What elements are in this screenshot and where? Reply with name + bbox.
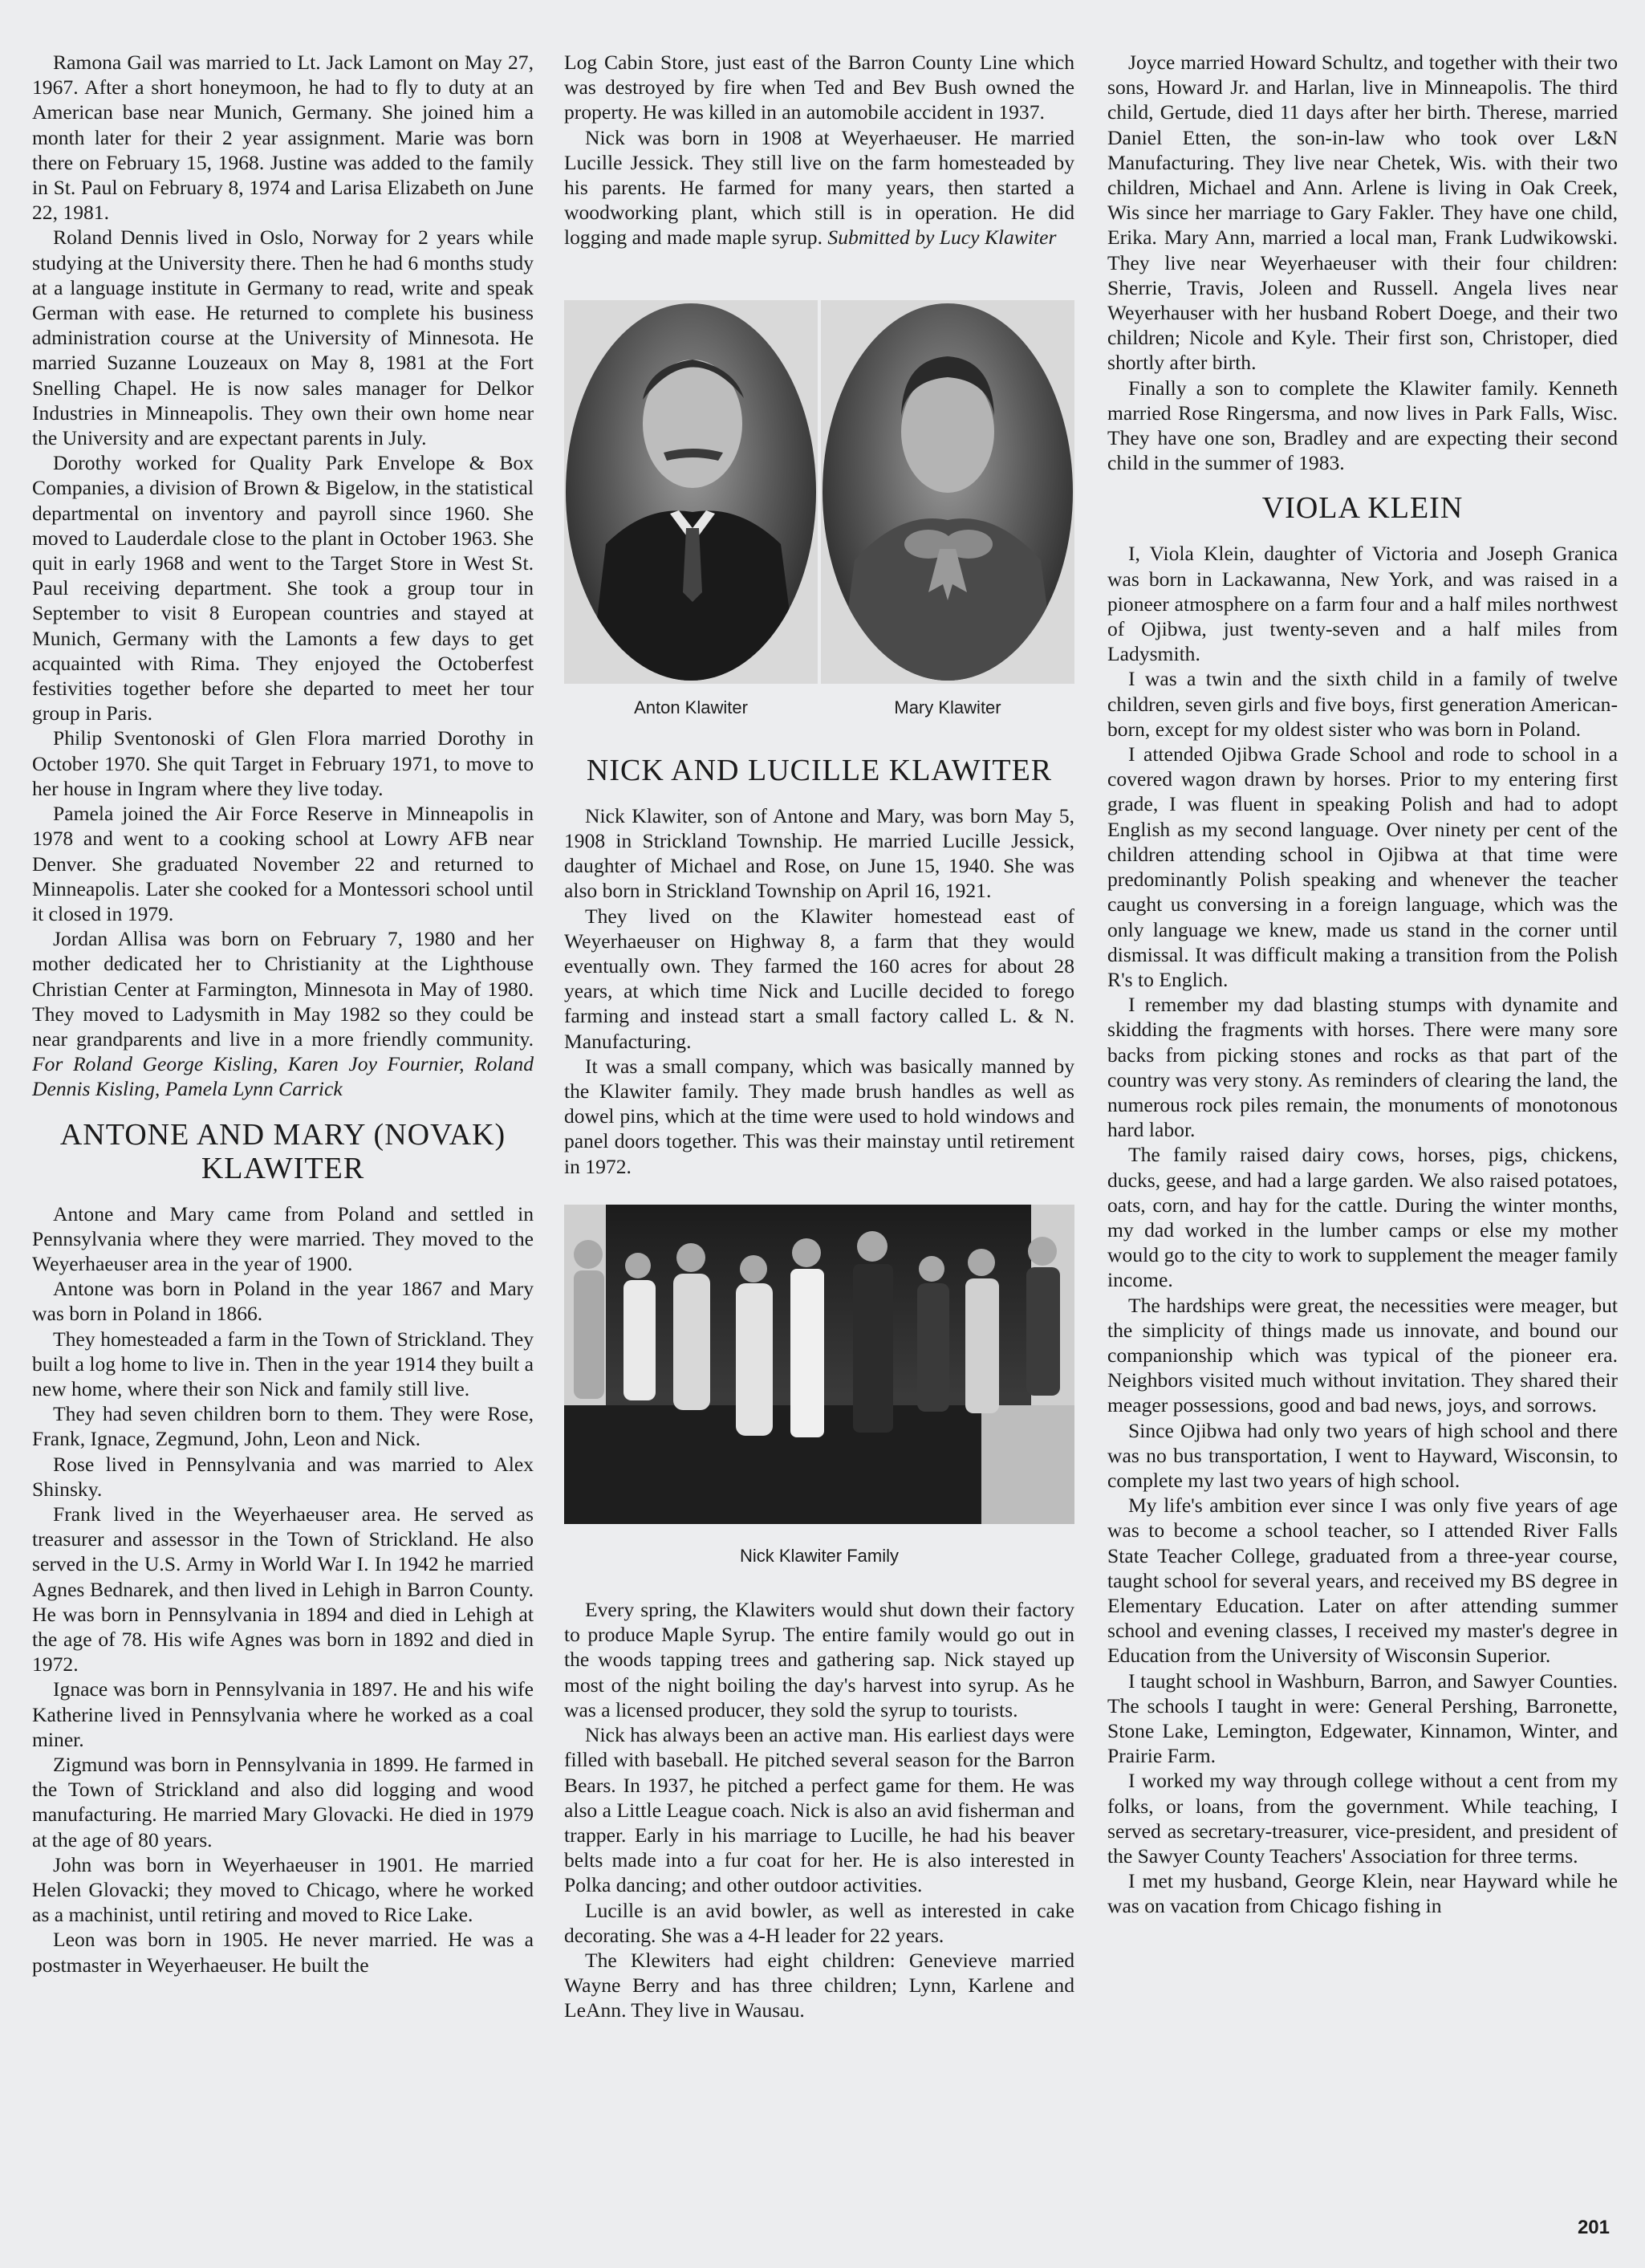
paragraph: It was a small company, which was basically manned by the Klawiter family. They made brush handles as well as dowel pins, which at the time were used to hold windows and panel doors together. This was their mainstay until retirement in 1972. [564, 1054, 1074, 1178]
paragraph: Every spring, the Klawiters would shut down their factory to produce Maple Syrup. The entire family would go out in the woods tapping trees and gathering sap. Nick stayed up most of the night boiling the day's harvest into syrup. As he was a licensed producer, they sold the syrup to tourists. [564, 1598, 1074, 1721]
family-photo [564, 1205, 1074, 1524]
submitted-by: Submitted by Lucy Klawiter [827, 226, 1057, 250]
paragraph: Ignace was born in Pennsylvania in 1897. He and his wife Katherine lived in Pennsylvania where he worked as a coal miner. [32, 1677, 534, 1751]
section-heading: NICK AND LUCILLE KLAWITER [586, 753, 1053, 787]
paragraph: Roland Dennis lived in Oslo, Norway for 2 years while studying at the University there. Then he had 6 months study at a language institute in Germany to read, write and speak German with ease. He returned to complete his business administration course at the University of Minnesota. He married Suzanne Louzeaux on May 8, 1981 at the Fort Snelling Chapel. He is now sales manager for Delkor Industries in Minneapolis. They own their own home near the University and are expectant parents in July. [32, 226, 534, 450]
column-1 [32, 50, 534, 1977]
paragraph: John was born in Weyerhaeuser in 1901. He married Helen Glovacki; they moved to Chicago, where he worked as a machinist, until retiring and moved to Rice Lake. [32, 1852, 534, 1927]
man-portrait-icon [566, 303, 816, 681]
paragraph: Antone was born in Poland in the year 1867 and Mary was born in Poland in 1866. [32, 1277, 534, 1326]
caption-mary: Mary Klawiter [894, 697, 1001, 717]
paragraph: I taught school in Washburn, Barron, and Sawyer Counties. The schools I taught in were: General Pershing, Barronette, Stone Lake, Lemington, Edgewater, Kinnamon, Winter, and Prairie Farm. [1107, 1668, 1618, 1768]
paragraph: Pamela joined the Air Force Reserve in Minneapolis in 1978 and went to a cooking school at Lowry AFB near Denver. She graduated November 22 and returned to Minneapolis. Later she cooked for a Montessori school until it closed in 1979. [32, 802, 534, 925]
page-number: 201 [1577, 2217, 1610, 2238]
family-photo-caption: Nick Klawiter Family [739, 1545, 900, 1566]
paragraph: Nick has always been an active man. His earliest days were filled with baseball. He pitched several season for the Barron Bears. In 1937, he pitched a perfect game for them. He was also a Little League coach. Nick is also an avid fisherman and trapper. Early in his marriage to Lucille, he had his beaver belts made into a fur coat for her. He is also interested in Polka dancing; and other outdoor activities. [564, 1723, 1074, 1897]
paragraph: Zigmund was born in Pennsylvania in 1899. He farmed in the Town of Strickland and also did logging and wood manufacturing. He married Mary Glovacki. He died in 1979 at the age of 80 years. [32, 1753, 534, 1851]
mary-portrait-photo [821, 300, 1074, 684]
paragraph: Finally a son to complete the Klawiter family. Kenneth married Rose Ringersma, and now lives in Park Falls, Wisc. They have one son, Bradley and are expecting their second child in the summer of 1983. [1107, 376, 1618, 475]
paragraph: I remember my dad blasting stumps with dynamite and skidding the fragments with horses. There were many sore backs from picking stones and rocks as that part of the country was very stony. As reminders of clearing the land, the numerous rock piles remain, the monuments of monotonous hard labor. [1107, 993, 1618, 1142]
paragraph: I, Viola Klein, daughter of Victoria and Joseph Granica was born in Lackawanna, New York, and was raised in a pioneer atmosphere on a farm four and a half miles northwest of Ojibwa, just twenty-seven and a half miles from Ladysmith. [1107, 542, 1618, 666]
paragraph-text: Jordan Allisa was born on February 7, 1980 and her mother dedicated her to Christianity at the Lighthouse Christian Center at Farmington, Minnesota in May of 1980. They moved to Ladysmith in May 1982 so they could be near grandparents and live in a more friendly community. [32, 927, 534, 1051]
woman-portrait-icon [822, 303, 1073, 681]
paragraph [564, 125, 1074, 250]
paragraph: Ramona Gail was married to Lt. Jack Lamont on May 27, 1967. After a short honeymoon, he had to fly to duty at an American base near Munich, Germany. She joined him a month later for their 2 year assignment. Marie was born there on February 15, 1968. Justine was added to the family in St. Paul on February 8, 1974 and Larisa Elizabeth on June 22, 1981. [32, 51, 534, 225]
paragraph: Nick Klawiter, son of Antone and Mary, was born May 5, 1908 in Strickland Township. He married Lucille Jessick, daughter of Michael and Rose, on June 15, 1940. She was also born in Strickland Township on April 16, 1921. [564, 803, 1074, 903]
paragraph: I was a twin and the sixth child in a family of twelve children, seven girls and five boys, first generation American-born, except for my oldest sister who was born in Poland. [1107, 667, 1618, 741]
paragraph: Since Ojibwa had only two years of high school and there was no bus transportation, I went to Hayward, Wisconsin, to complete my last two years of high school. [1107, 1418, 1618, 1492]
family-group-icon [564, 1205, 1074, 1524]
paragraph: My life's ambition ever since I was only five years of age was to become a school teacher, so I attended River Falls State Teacher College, graduated from a three-year course, taught school for several years, and received my BS degree in Elementary Education. Later on after attending summer school and evening classes, I received my master's degree in Education from the University of Wisconsin Superior. [1107, 1494, 1618, 1668]
paragraph: Dorothy worked for Quality Park Envelope & Box Companies, a division of Brown & Bigelow, in the statistical departmental on inventory and payroll since 1960. She moved to Lauderdale close to the plant in October 1963. She quit in early 1968 and went to the Target Store in West St. Paul receiving department. She took a group tour in September to visit 8 European countries and stayed at Munich, Germany with the Lamonts a few days to get acquainted with Rima. They enjoyed the Octoberfest festivities together before she departed to meet her tour group in Paris. [32, 451, 534, 726]
paragraph: The hardships were great, the necessities were meager, but the simplicity of things made us innovate, and bound our companionship which was typical of the pioneer era. Neighbors visited much without invitation. They shared their meager possessions, good and bad news, joys, and sorrows. [1107, 1293, 1618, 1417]
anton-portrait-photo [564, 300, 818, 684]
paragraph: Antone and Mary came from Poland and settled in Pennsylvania where they were married. They moved to the Weyerhaeuser area in the year of 1900. [32, 1201, 534, 1275]
paragraph-text: Nick was born in 1908 at Weyerhaeuser. He married Lucille Jessick. They still live on the farm homesteaded by his parents. He farmed for many years, then started a woodworking plant, which still is in operation. He did logging and made maple syrup. [564, 125, 1074, 250]
paragraph [32, 926, 534, 1101]
column-2 [564, 50, 1074, 2023]
column-3 [1107, 50, 1618, 1919]
paragraph: They lived on the Klawiter homestead east of Weyerhaeuser on Highway 8, a farm that they would eventually own. They farmed the 160 acres for about 28 years, at which time Nick and Lucille decided to forego farming and instead start a small factory called L. & N. Manufacturing. [564, 904, 1074, 1053]
paragraph: Philip Sventonoski of Glen Flora married Dorothy in October 1970. She quit Target in February 1971, to move to her house in Ingram where they live today. [32, 726, 534, 800]
paragraph: Lucille is an avid bowler, as well as interested in cake decorating. She was a 4-H leader for 22 years. [564, 1898, 1074, 1947]
paragraph: Log Cabin Store, just east of the Barron County Line which was destroyed by fire when Ted and Bev Bush owned the property. He was killed in an automobile accident in 1937. [564, 51, 1074, 124]
submitted-by: For Roland George Kisling, Karen Joy Fournier, Roland Dennis Kisling, Pamela Lynn Carrick [32, 1052, 534, 1101]
portrait-captions [564, 695, 1074, 720]
paragraph: They homesteaded a farm in the Town of Strickland. They built a log home to live in. Then in the year 1914 they built a new home, where their son Nick and family still live. [32, 1327, 534, 1400]
paragraph: The Klewiters had eight children: Genevieve married Wayne Berry and has three children; Lynn, Karlene and LeAnn. They live in Wausau. [564, 1948, 1074, 2022]
paragraph: I worked my way through college without a cent from my folks, or loans, from the government. While teaching, I served as secretary-treasurer, vice-president, and president of the Sawyer County Teachers' Association for three terms. [1107, 1769, 1618, 1868]
paragraph: I attended Ojibwa Grade School and rode to school in a covered wagon drawn by horses. Prior to my entering first grade, I was fluent in speaking Polish and had to adopt English as my second language. Over ninety per cent of the children attending school in Ojibwa at that time were predominantly Polish speaking and whenever the teacher caught us conversing in a foreign language, which was the only language we knew, made us stand in the corner until dismissal. It was difficult making a transition from the Polish R's to Englich. [1107, 742, 1618, 991]
paragraph: Joyce married Howard Schultz, and together with their two sons, Howard Jr. and Harlan, live in Minneapolis. The third child, Gertude, died 11 days after her birth. Therese, married Daniel Etten, the son-in-law who took over L&N Manufacturing. They live near Chetek, Wis. with their two children, Michael and Ann. Arlene is living in Oak Creek, Wis since her marriage to Gary Fakler. They have one child, Erika. Mary Ann, married a local man, Frank Ludwikowski. They live near Weyerhaeuser with their four children: Sherrie, Travis, Joleen and Russell. Angela lives near Weyerhauser with her husband Robert Doege, and their two children; Nicole and Kyle. Their first son, Christoper, died shortly after birth. [1107, 51, 1618, 375]
paragraph: I met my husband, George Klein, near Hayward while he was on vacation from Chicago fishing in [1107, 1869, 1618, 1918]
section-heading: VIOLA KLEIN [1261, 491, 1464, 526]
caption-anton: Anton Klawiter [634, 697, 748, 717]
portrait-photos [564, 300, 1074, 684]
section-heading: ANTONE AND MARY (NOVAK) KLAWITER [59, 1117, 506, 1185]
paragraph: Rose lived in Pennsylvania and was married to Alex Shinsky. [32, 1452, 534, 1501]
paragraph: Frank lived in the Weyerhaeuser area. He served as treasurer and assessor in the Town of Strickland. He also served in the U.S. Army in World War I. In 1942 he married Agnes Bednarek, and then lived in Lehigh in Barron County. He was born in Pennsylvania in 1894 and died in Lehigh at the age of 78. His wife Agnes was born in 1892 and died in 1972. [32, 1502, 534, 1677]
paragraph: The family raised dairy cows, horses, pigs, chickens, ducks, geese, and had a large garden. We also raised potatoes, oats, corn, and hay for the cattle. During the winter months, my dad worked in the lumber camps or else my mother would go to the city to work to supplement the meager family income. [1107, 1143, 1618, 1292]
paragraph: Leon was born in 1905. He never married. He was a postmaster in Weyerhaeuser. He built the [32, 1928, 534, 1977]
paragraph: They had seven children born to them. They were Rose, Frank, Ignace, Zegmund, John, Leon and Nick. [32, 1402, 534, 1451]
